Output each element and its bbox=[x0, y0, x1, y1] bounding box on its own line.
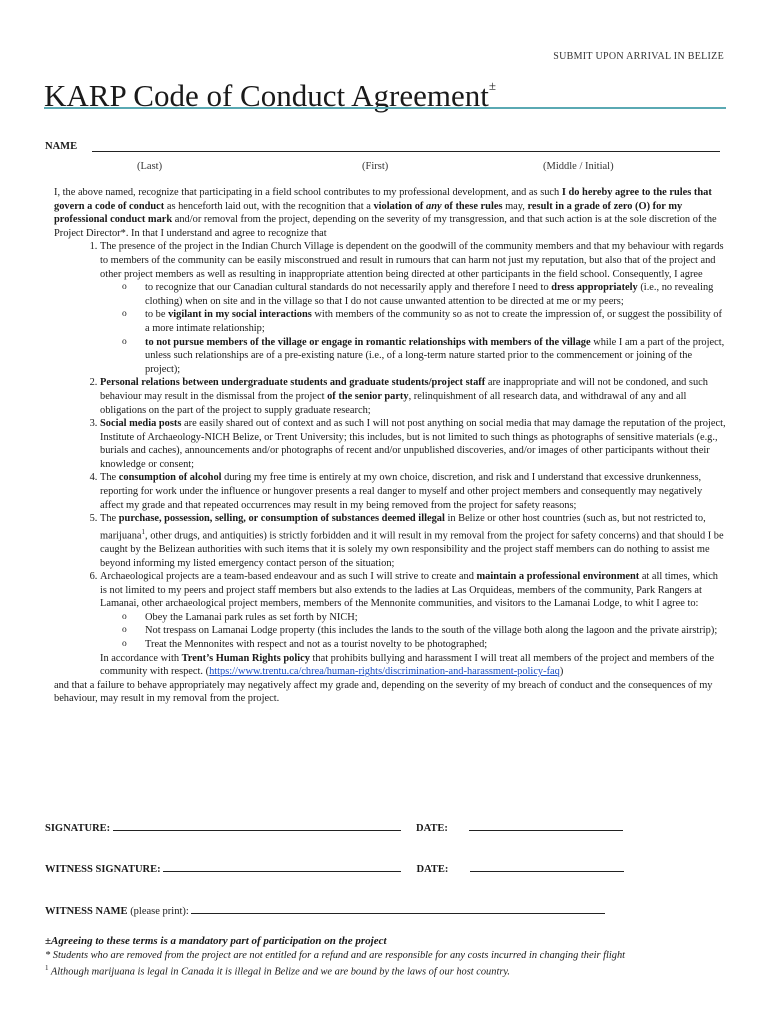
rule-6-sub-mennonites: o Treat the Mennonites with respect and not as a tourist novelty to be photographed; bbox=[145, 638, 726, 652]
date-label: DATE: bbox=[416, 823, 448, 834]
name-label: NAME bbox=[45, 141, 78, 152]
signature-label: SIGNATURE: bbox=[45, 823, 111, 834]
title-footnote-mark: ± bbox=[488, 78, 496, 93]
conduct-rules-list bbox=[54, 240, 726, 651]
human-rights-policy-link[interactable]: https://www.trentu.ca/chrea/human-rights/discrimination-and-harassment-policy-faq bbox=[209, 666, 560, 678]
rule-2: 2. Personal relations between undergraduate students and graduate students/project staff are inappropriate and will not be condoned, and such behaviour may result in the dismissal from the project of the senior party, relinquishment of all research data, and withdrawal of any and all obligations on the part of the project to supply graduate research; bbox=[100, 376, 726, 417]
footnote-refund: * Students who are removed from the project are not entitled for a refund and are responsible for any costs incurred in changing their flight bbox=[45, 949, 626, 961]
witness-date-label: DATE: bbox=[416, 864, 449, 875]
intro-paragraph: I, the above named, recognize that participating in a field school contributes to my professional development, and as such I do hereby agree to the rules that govern a code of conduct as henceforth laid out, with the recognition that a violation of any of these rules may, result in a grade of zero (O) for my professional conduct mark and/or removal from the project, depending on the severity of my transgression, and that such action is at the sole discretion of the Project Director*. In that I understand and agree to recognize that bbox=[54, 187, 717, 239]
witness-name-field[interactable] bbox=[191, 904, 605, 914]
witness-signature-label: WITNESS SIGNATURE: bbox=[45, 864, 161, 875]
signature-field[interactable] bbox=[113, 821, 401, 831]
footnote-marijuana: $^1$ Although marijuana is legal in Canada it is illegal in Belize and we are bound by the laws of our host country. bbox=[45, 964, 511, 978]
rule-1-sub-relationships: o to not pursue members of the village or engage in romantic relationships with members of the village while I am a part of the project, unless such relationships are of a pre-existing nature (i.e., of a long-term nature started prior to the commencement or joining of the project); bbox=[145, 336, 726, 377]
title-text: KARP Code of Conduct Agreement bbox=[44, 78, 489, 113]
name-field[interactable] bbox=[92, 151, 720, 152]
closing-paragraph: and that a failure to behave appropriately may negatively affect my grade and, depending on the severity of my breach of conduct and the consequences of my behaviour, may result in my removal from the project. bbox=[54, 679, 713, 705]
rule-6-sublist bbox=[100, 611, 726, 652]
rule-6: 6. Archaeological projects are a team-based endeavour and as such I will strive to create and maintain a professional environment at all times, which is not limited to my peers and project staff members but also extends to the ladies at Las Orquideas, members of the community, Park Rangers at Lamanai, other archaeological project members, members of the Mennonite communities, and visitors to the Lamanai Lodge, to whit I agree to: o Obey the Lamanai park rules as set forth by NICH; o Not trespass on Lamanai Lodge property (this includes the lands to the south of the village both along the lagoon and the private airstrip); o Treat the Mennonites with respect and not as a tourist novelty to be photographed; bbox=[100, 570, 726, 652]
submit-note: SUBMIT UPON ARRIVAL IN BELIZE bbox=[553, 51, 724, 62]
witness-name-label: WITNESS NAME bbox=[45, 906, 128, 917]
agreement-body bbox=[54, 186, 726, 706]
rule-3: 3. Social media posts are easily shared out of context and as such I will not post anything on social media that may damage the reputation of the project, Institute of Archaeology-NICH Belize, or Trent University; this includes, but is not limited to such things as photographs of sensitive materials (e.g., burials and caches), announcements and/or photographs of recent and/or unpublished discoveries, and/or images of other participants without their knowledge or consent; bbox=[100, 417, 726, 471]
footnote-mandatory: ±Agreeing to these terms is a mandatory part of participation on the project bbox=[45, 935, 387, 947]
trent-policy-paragraph: In accordance with Trent’s Human Rights policy that prohibits bullying and harassment I will treat all members of the project and members of the community with respect. (https://www.trentu.ca/chrea/human-rights/discrimination-and-harassment-policy-faq) bbox=[100, 652, 715, 678]
title-rule bbox=[44, 107, 726, 109]
rule-6-sub-park-rules: o Obey the Lamanai park rules as set forth by NICH; bbox=[145, 611, 726, 625]
rule-1-sublist bbox=[100, 281, 726, 376]
witness-date-field[interactable] bbox=[470, 862, 624, 872]
rule-6-sub-trespass: o Not trespass on Lamanai Lodge property (this includes the lands to the south of the village both along the lagoon and the private airstrip); bbox=[145, 624, 726, 638]
name-middle-caption: (Middle / Initial) bbox=[543, 161, 614, 172]
witness-name-row bbox=[45, 904, 605, 919]
rule-4: 4. The consumption of alcohol during my free time is entirely at my own choice, discretion, and risk and I understand that excessive drunkenness, reporting for work under the influence or hungover presents a real danger to myself and other project members and consequently may negatively affect my grade and that repeated occurrences may result in my being removed from the project for safety reasons; bbox=[100, 471, 726, 512]
witness-signature-row bbox=[45, 862, 624, 877]
date-field[interactable] bbox=[469, 821, 623, 831]
signature-row bbox=[45, 821, 623, 836]
witness-name-hint: (please print): bbox=[130, 906, 189, 917]
rule-1-sub-dress: o to recognize that our Canadian cultural standards do not necessarily apply and therefore I need to dress appropriately (i.e., no revealing clothing) when on site and in the village so that I do not cause unwanted attention to be directed at me or my peers; bbox=[145, 281, 726, 308]
rule-1-sub-social: o to be vigilant in my social interactions with members of the community so as not to create the impression of, or suggest the possibility of a more intimate relationship; bbox=[145, 308, 726, 335]
witness-signature-field[interactable] bbox=[163, 862, 401, 872]
rule-1: 1. The presence of the project in the Indian Church Village is dependent on the goodwill of the community members and that my behaviour with regards to members of the community can be easily misconstrued and result in rumours that can harm not just my reputation, but also that of the project and other project members as well as resulting in inappropriate attention being directed at other participants in the field school. Consequently, I agree o to recognize that our Canadian cultural standards do not necessarily apply and therefore I need to dress appropriately (i.e., no revealing clothing) when on site and in the village so that I do not cause unwanted attention to be directed at me or my peers; o to be vigilant in my social interactions with members of the community so as not to create the impression of, or suggest the possibility of a more intimate relationship; o to not pursue members of the village or engage in romantic relationships with members of the village while I am a part of the project, unless such relationships are of a pre-existing nature (i.e., of a long-term nature started prior to the commencement or joining of the project); bbox=[100, 240, 726, 376]
name-last-caption: (Last) bbox=[137, 161, 163, 172]
name-first-caption: (First) bbox=[362, 161, 389, 172]
footnotes bbox=[45, 935, 735, 979]
rule-5: 5. The purchase, possession, selling, or consumption of substances deemed illegal in Belize or other host countries (such as, but not restricted to, marijuana$^1$, other drugs, and antiquities) is strictly forbidden and it will result in my removal from the project for safety concerns) and that should I be caught by the Belizean authorities with such items that it is solely my own responsibility and the project staff members can do nothing to assist me beyond informing my listed emergency contact person of the situation; bbox=[100, 512, 726, 570]
